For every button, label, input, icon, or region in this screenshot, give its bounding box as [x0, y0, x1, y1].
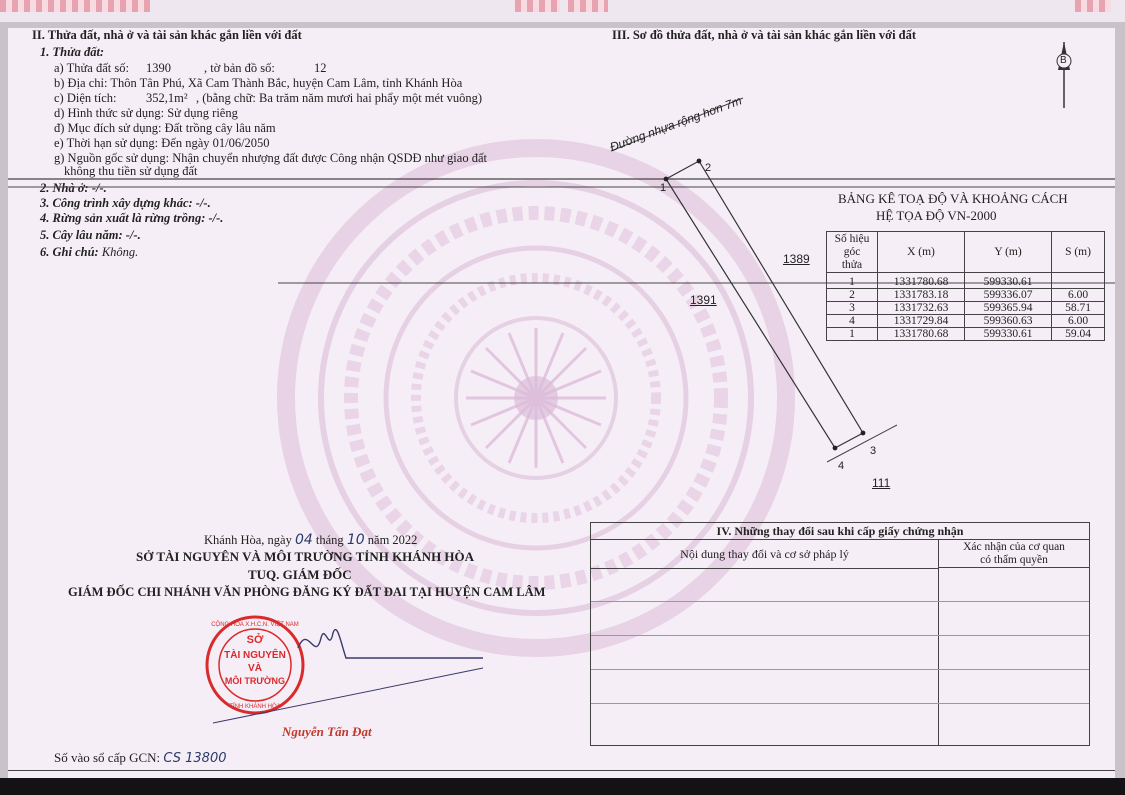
coord-cell: 6.00 — [1052, 289, 1105, 302]
section3-heading: III. Sơ đồ thửa đất, nhà ở và tài sản khác gắn liền với đất — [612, 28, 917, 42]
coord-cell: 599330.61 — [965, 328, 1052, 341]
footer-line — [8, 770, 1115, 771]
coord-header: S (m) — [1052, 232, 1105, 273]
signature-stroke — [298, 630, 483, 658]
neighbor-1389: 1389 — [783, 252, 810, 266]
coord-row — [827, 315, 1105, 328]
changes-row-line — [591, 669, 1089, 670]
coord-cell: 59.04 — [1052, 328, 1105, 341]
origin-line1: g) Nguồn gốc sử dụng: Nhận chuyển nhượng đất được Công nhận QSDĐ như giao đất — [54, 151, 487, 165]
north-arrow-icon — [1057, 42, 1071, 108]
coord-cell: 599365.94 — [965, 302, 1052, 315]
coord-cell: 4 — [827, 315, 878, 328]
coord-header: Số hiệu góc thửa — [827, 232, 878, 273]
department: SỞ TÀI NGUYÊN VÀ MÔI TRƯỜNG TỈNH KHÁNH HÒA — [136, 549, 475, 564]
date-month: 10 — [346, 532, 365, 548]
usage-form: d) Hình thức sử dụng: Sử dụng riêng — [54, 106, 238, 120]
date-day: 04 — [294, 532, 313, 548]
decor-band — [515, 0, 560, 12]
stamp-bottom-text: TỈNH KHÁNH HÒA — [229, 704, 281, 710]
changes-col-confirm-line1: Xác nhận của cơ quan — [963, 541, 1065, 553]
register — [54, 751, 226, 766]
coord-row — [827, 289, 1105, 302]
sheet-label: , tờ bản đồ số: — [204, 61, 275, 75]
date-year: năm 2022 — [367, 533, 418, 547]
stamp-line4: MÔI TRƯỜNG — [224, 676, 286, 686]
decor-band — [1075, 0, 1111, 12]
area-words: , (bằng chữ: Ba trăm năm mươi hai phẩy một mét vuông) — [196, 91, 483, 105]
coord-cell: 599336.07 — [965, 289, 1052, 302]
changes-divider — [938, 568, 939, 745]
director-title: GIÁM ĐỐC CHI NHÁNH VĂN PHÒNG ĐĂNG KÝ ĐẤT ĐAI TẠI HUYỆN CAM LÂM — [68, 585, 546, 599]
stamp-line3: VÀ — [248, 663, 262, 674]
point-4: 4 — [838, 460, 845, 472]
usage-term: e) Thời hạn sử dụng: Đến ngày 01/06/2050 — [54, 136, 270, 150]
usage-purpose: đ) Mục đích sử dụng: Đất trồng cây lâu năm — [54, 121, 276, 135]
coord-cell: 2 — [827, 289, 878, 302]
coord-cell: 599330.61 — [965, 273, 1052, 289]
coord-cell: 1 — [827, 273, 878, 289]
red-stamp — [207, 617, 303, 713]
area-value: 352,1m² — [146, 91, 188, 105]
register-number: CS 13800 — [163, 751, 227, 766]
coord-header: X (m) — [878, 232, 965, 273]
point-3: 3 — [870, 445, 877, 457]
coord-cell: 599360.63 — [965, 315, 1052, 328]
point-2: 2 — [705, 162, 712, 174]
changes-col-content: Nội dung thay đổi và cơ sở pháp lý — [591, 540, 939, 569]
stamp-top: SỞ — [246, 634, 264, 646]
note-value: Không. — [98, 245, 139, 259]
stamp-ring-text: CỘNG HÒA X.H.C.N. VIỆT NAM — [211, 622, 299, 628]
origin-line2: không thu tiền sử dụng đất — [64, 164, 198, 178]
coord-subtitle: HỆ TỌA ĐỘ VN-2000 — [876, 208, 997, 223]
neighbor-1391: 1391 — [690, 293, 717, 307]
stamp-line2: TÀI NGUYÊN — [224, 650, 286, 661]
date-prefix: Khánh Hòa, ngày — [204, 533, 292, 547]
coord-header-row — [827, 232, 1105, 273]
coord-cell: 3 — [827, 302, 878, 315]
coord-header: Y (m) — [965, 232, 1052, 273]
changes-row-line — [591, 635, 1089, 636]
changes-row-line — [591, 601, 1089, 602]
coord-cell: 1331729.84 — [878, 315, 965, 328]
coord-cell: 1331783.18 — [878, 289, 965, 302]
coord-cell: 1331780.68 — [878, 328, 965, 341]
parcel-label: a) Thửa đất số: — [54, 61, 129, 75]
changes-col-confirm — [939, 540, 1089, 568]
parcel-number: 1390 — [146, 61, 171, 75]
coord-row — [827, 328, 1105, 341]
forest: 4. Rừng sản xuất là rừng trồng: -/-. — [40, 211, 224, 225]
north-label: B — [1060, 55, 1067, 66]
signer-name: Nguyễn Tấn Đạt — [282, 724, 372, 739]
section2-heading: II. Thửa đất, nhà ở và tài sản khác gắn liền với đất — [32, 28, 302, 42]
date-month-label: tháng — [315, 533, 344, 547]
decor-band — [0, 0, 150, 12]
house: 2. Nhà ở: -/-. — [40, 181, 107, 195]
coord-row — [827, 273, 1105, 289]
sheet-number: 12 — [314, 61, 327, 75]
coord-cell: 1331780.68 — [878, 273, 965, 289]
decor-band — [568, 0, 608, 12]
road-label: Đường nhựa rộng hơn 7m — [608, 93, 744, 155]
tuq-title: TUQ. GIÁM ĐỐC — [248, 567, 352, 582]
coord-table — [826, 231, 1105, 341]
area-label: c) Diện tích: — [54, 91, 117, 105]
note-label: 6. Ghi chú: — [40, 245, 99, 259]
changes-table — [590, 522, 1090, 746]
certificate-page — [8, 28, 1115, 780]
bottom-bar — [0, 778, 1125, 795]
changes-col-confirm-line2: có thẩm quyền — [980, 554, 1048, 566]
coord-row — [827, 302, 1105, 315]
land-heading: 1. Thửa đất: — [40, 45, 105, 59]
perennial: 5. Cây lâu năm: -/-. — [40, 228, 141, 242]
register-label: Số vào sổ cấp GCN: — [54, 750, 161, 765]
construction: 3. Công trình xây dựng khác: -/-. — [40, 196, 211, 210]
changes-title: IV. Những thay đổi sau khi cấp giấy chứng nhận — [591, 523, 1089, 540]
date-line — [204, 533, 417, 547]
coord-cell: 1 — [827, 328, 878, 341]
neighbor-111: 111 — [872, 476, 891, 490]
coord-cell: 6.00 — [1052, 315, 1105, 328]
changes-row-line — [591, 703, 1089, 704]
address: b) Địa chỉ: Thôn Tân Phú, Xã Cam Thành Bắc, huyện Cam Lâm, tỉnh Khánh Hòa — [54, 76, 463, 90]
top-strip — [0, 0, 1125, 22]
point-1: 1 — [660, 182, 667, 194]
coord-title: BẢNG KÊ TOẠ ĐỘ VÀ KHOẢNG CÁCH — [838, 191, 1068, 206]
coord-cell: 58.71 — [1052, 302, 1105, 315]
coord-cell: 1331732.63 — [878, 302, 965, 315]
coord-cell — [1052, 273, 1105, 289]
